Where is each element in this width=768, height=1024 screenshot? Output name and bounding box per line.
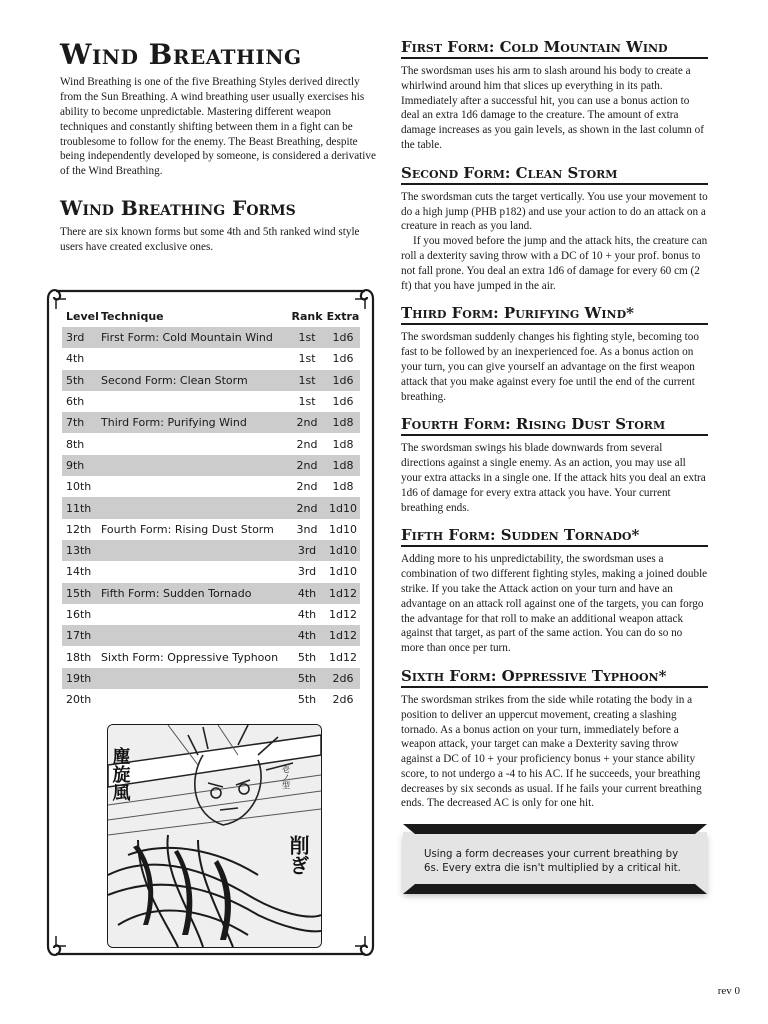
extra-cell: 1d6 xyxy=(332,373,354,387)
extra-cell: 1d10 xyxy=(329,522,357,536)
level-cell: 16th xyxy=(66,608,92,621)
level-cell: 13th xyxy=(66,544,92,558)
technique-cell: Second Form: Clean Storm xyxy=(101,373,248,387)
forms-list xyxy=(401,38,708,811)
header-level: Level xyxy=(66,309,99,323)
form-heading: Sixth Form: Oppressive Typhoon* xyxy=(401,667,708,688)
form-section xyxy=(401,667,708,811)
rank-cell: 4th xyxy=(297,629,317,643)
form-description: The swordsman suddenly changes his fighting style, becoming too fast to be followed by an inexperienced foe. As a bonus action on your turn, you can give yourself an advantage on the first weapon attack that you make against every foe until the end of the current breathing. xyxy=(401,331,699,403)
page-title: Wind Breathing xyxy=(60,38,302,71)
manga-illustration xyxy=(107,724,322,948)
technique-cell: Fifth Form: Sudden Tornado xyxy=(101,586,252,600)
rank-cell: 1st xyxy=(298,352,316,366)
table-row xyxy=(62,689,360,710)
extra-cell: 1d8 xyxy=(332,437,354,451)
level-cell: 5th xyxy=(66,373,85,387)
rank-cell: 5th xyxy=(297,671,317,685)
level-cell: 18th xyxy=(66,650,92,664)
form-heading: Fourth Form: Rising Dust Storm xyxy=(401,415,708,436)
forms-heading: Wind Breathing Forms xyxy=(60,195,296,220)
revision-label: rev 0 xyxy=(717,985,740,997)
extra-cell: 1d12 xyxy=(329,650,357,664)
extra-cell: 1d6 xyxy=(332,352,354,366)
form-section xyxy=(401,38,708,153)
level-cell: 4th xyxy=(66,352,85,366)
extra-cell: 1d12 xyxy=(329,586,357,600)
technique-cell: Third Form: Purifying Wind xyxy=(101,416,247,430)
table-body xyxy=(62,327,360,710)
header-rank: Rank xyxy=(291,309,323,323)
table-row xyxy=(62,668,360,689)
table-row xyxy=(62,625,360,646)
extra-cell: 1d10 xyxy=(329,565,357,579)
rank-cell: 1st xyxy=(298,373,316,387)
table-row xyxy=(62,604,360,625)
form-section xyxy=(401,304,708,404)
table-row xyxy=(62,646,360,667)
form-heading: Third Form: Purifying Wind* xyxy=(401,304,708,325)
extra-cell: 1d10 xyxy=(329,501,357,515)
intro-paragraph: Wind Breathing is one of the five Breathing Styles derived directly from the Sun Breathing. A wind breathing user usually exercises his ability to become unpredictable. Mastering different weapon techniques and constantly shifting between them in a fight can be troublesome to follow for the enemy. The Beast Breathing, despite being independently developed by someone, is considered a derivative of the Wind Breathing. xyxy=(60,76,376,178)
sfx-text-small: 壱ノ型 xyxy=(281,765,291,789)
rank-cell: 2nd xyxy=(296,501,318,515)
rank-cell: 5th xyxy=(297,693,317,707)
form-description: If you moved before the jump and the attack hits, the creature can roll a dexterity saving throw with a DC of 10 + your prof. bonus to not fall prone. You deal an extra 1d6 of damage for every 60 cm (2 ft) that you have jumped in the air. xyxy=(401,235,708,292)
extra-cell: 1d8 xyxy=(332,458,354,472)
level-cell: 20th xyxy=(66,693,92,707)
technique-cell: Sixth Form: Oppressive Typhoon xyxy=(101,650,279,664)
header-extra: Extra xyxy=(326,309,360,323)
table-row xyxy=(62,433,360,454)
extra-cell: 1d6 xyxy=(332,331,354,345)
level-cell: 7th xyxy=(66,416,85,430)
rank-cell: 2nd xyxy=(296,480,318,494)
table-row xyxy=(62,370,360,391)
level-cell: 15th xyxy=(66,586,92,600)
extra-cell: 1d8 xyxy=(332,416,354,430)
table-row xyxy=(62,519,360,540)
level-cell: 8th xyxy=(66,437,85,451)
level-cell: 3rd xyxy=(66,331,85,345)
level-cell: 14th xyxy=(66,565,92,579)
form-heading: Fifth Form: Sudden Tornado* xyxy=(401,526,708,547)
rank-cell: 3rd xyxy=(297,565,317,579)
level-cell: 6th xyxy=(66,395,85,409)
levels-table xyxy=(62,305,360,710)
rank-cell: 3nd xyxy=(296,522,318,536)
level-cell: 19th xyxy=(66,671,92,685)
rank-cell: 5th xyxy=(297,650,317,664)
extra-cell: 1d8 xyxy=(332,480,354,494)
level-cell: 10th xyxy=(66,480,92,494)
table-header-row xyxy=(62,305,360,327)
table-row xyxy=(62,476,360,497)
sfx-text-right: 削ぎ xyxy=(286,835,310,875)
form-description: Adding more to his unpredictability, the swordsman uses a combination of two different fighting styles, making a joined double strike. If you take the Attack action on your turn and have an advantage on an attack roll against one of the targets, you can forgo the advantage for that roll to make an additional weapon attack against that target, as part of the same action. You can do so no more than once per turn. xyxy=(401,553,708,655)
form-description: The swordsman cuts the target vertically. You use your movement to do a high jump (PHB p182) and use your action to do an attack on a creature in reach as you land. xyxy=(401,190,708,233)
table-row xyxy=(62,561,360,582)
extra-cell: 1d10 xyxy=(329,544,357,558)
form-heading: First Form: Cold Mountain Wind xyxy=(401,38,708,59)
level-cell: 11th xyxy=(66,501,92,515)
sfx-text-left: 塵旋風 xyxy=(109,747,131,801)
form-description: The swordsman strikes from the side while rotating the body in a position to deliver an uppercut movement, creating a slashing tornado. As a bonus action on your turn, immediately before a weapon attack, your target can make a Dexterity saving throw against a DC of 10 + your proficiency bonus + your stance ability score, to not undergo a -4 to his AC. If he succeeds, your breathing decreases by six seconds as usual. If he fails your current breathing ends. The decreased AC is only for one hit. xyxy=(401,693,702,810)
form-section xyxy=(401,526,708,656)
right-column xyxy=(401,38,708,822)
extra-cell: 1d12 xyxy=(329,608,357,621)
forms-intro-paragraph: There are six known forms but some 4th and 5th ranked wind style users have created exclusive ones. xyxy=(60,225,360,253)
rank-cell: 2nd xyxy=(296,437,318,451)
form-section xyxy=(401,415,708,515)
extra-cell: 2d6 xyxy=(332,671,354,685)
table-row xyxy=(62,412,360,433)
table-row xyxy=(62,455,360,476)
rank-cell: 1st xyxy=(298,331,316,345)
extra-cell: 1d6 xyxy=(332,395,354,409)
form-description: The swordsman uses his arm to slash around his body to create a whirlwind around him that slices up everything in its path. Immediately after a successful hit, you can use a bonus action to deal an extra 1d6 damage to the creature. The amount of extra damage increases as you gain levels, as shown in the last column of the table. xyxy=(401,65,704,151)
table-row xyxy=(62,497,360,518)
table-row xyxy=(62,327,360,348)
rank-cell: 1st xyxy=(298,395,316,409)
form-section xyxy=(401,164,708,294)
technique-cell: Fourth Form: Rising Dust Storm xyxy=(101,522,274,536)
rank-cell: 4th xyxy=(297,608,317,621)
table-row xyxy=(62,583,360,604)
extra-cell: 1d12 xyxy=(329,629,357,643)
rank-cell: 3rd xyxy=(297,544,317,558)
extra-cell: 2d6 xyxy=(332,693,354,707)
technique-cell: First Form: Cold Mountain Wind xyxy=(101,331,273,345)
level-cell: 9th xyxy=(66,458,85,472)
rank-cell: 2nd xyxy=(296,416,318,430)
table-row xyxy=(62,348,360,369)
table-row xyxy=(62,540,360,561)
form-description: The swordsman swings his blade downwards from several directions against a single enemy. As an action, you may use all your extra attacks in a single one. If the attack hits you deal an extra 1d6 of damage for every extra attack you have. Your current breathing ends. xyxy=(401,442,706,514)
header-technique: Technique xyxy=(101,309,164,323)
form-heading: Second Form: Clean Storm xyxy=(401,164,708,185)
level-cell: 17th xyxy=(66,629,92,643)
level-cell: 12th xyxy=(66,522,92,536)
table-row xyxy=(62,391,360,412)
left-column xyxy=(60,40,378,255)
note-text: Using a form decreases your current breathing by 6s. Every extra die isn't multiplied by a critical hit. xyxy=(424,849,681,874)
note-box xyxy=(403,832,707,892)
rank-cell: 4th xyxy=(297,586,317,600)
illustration-drawing xyxy=(108,725,321,947)
rank-cell: 2nd xyxy=(296,458,318,472)
